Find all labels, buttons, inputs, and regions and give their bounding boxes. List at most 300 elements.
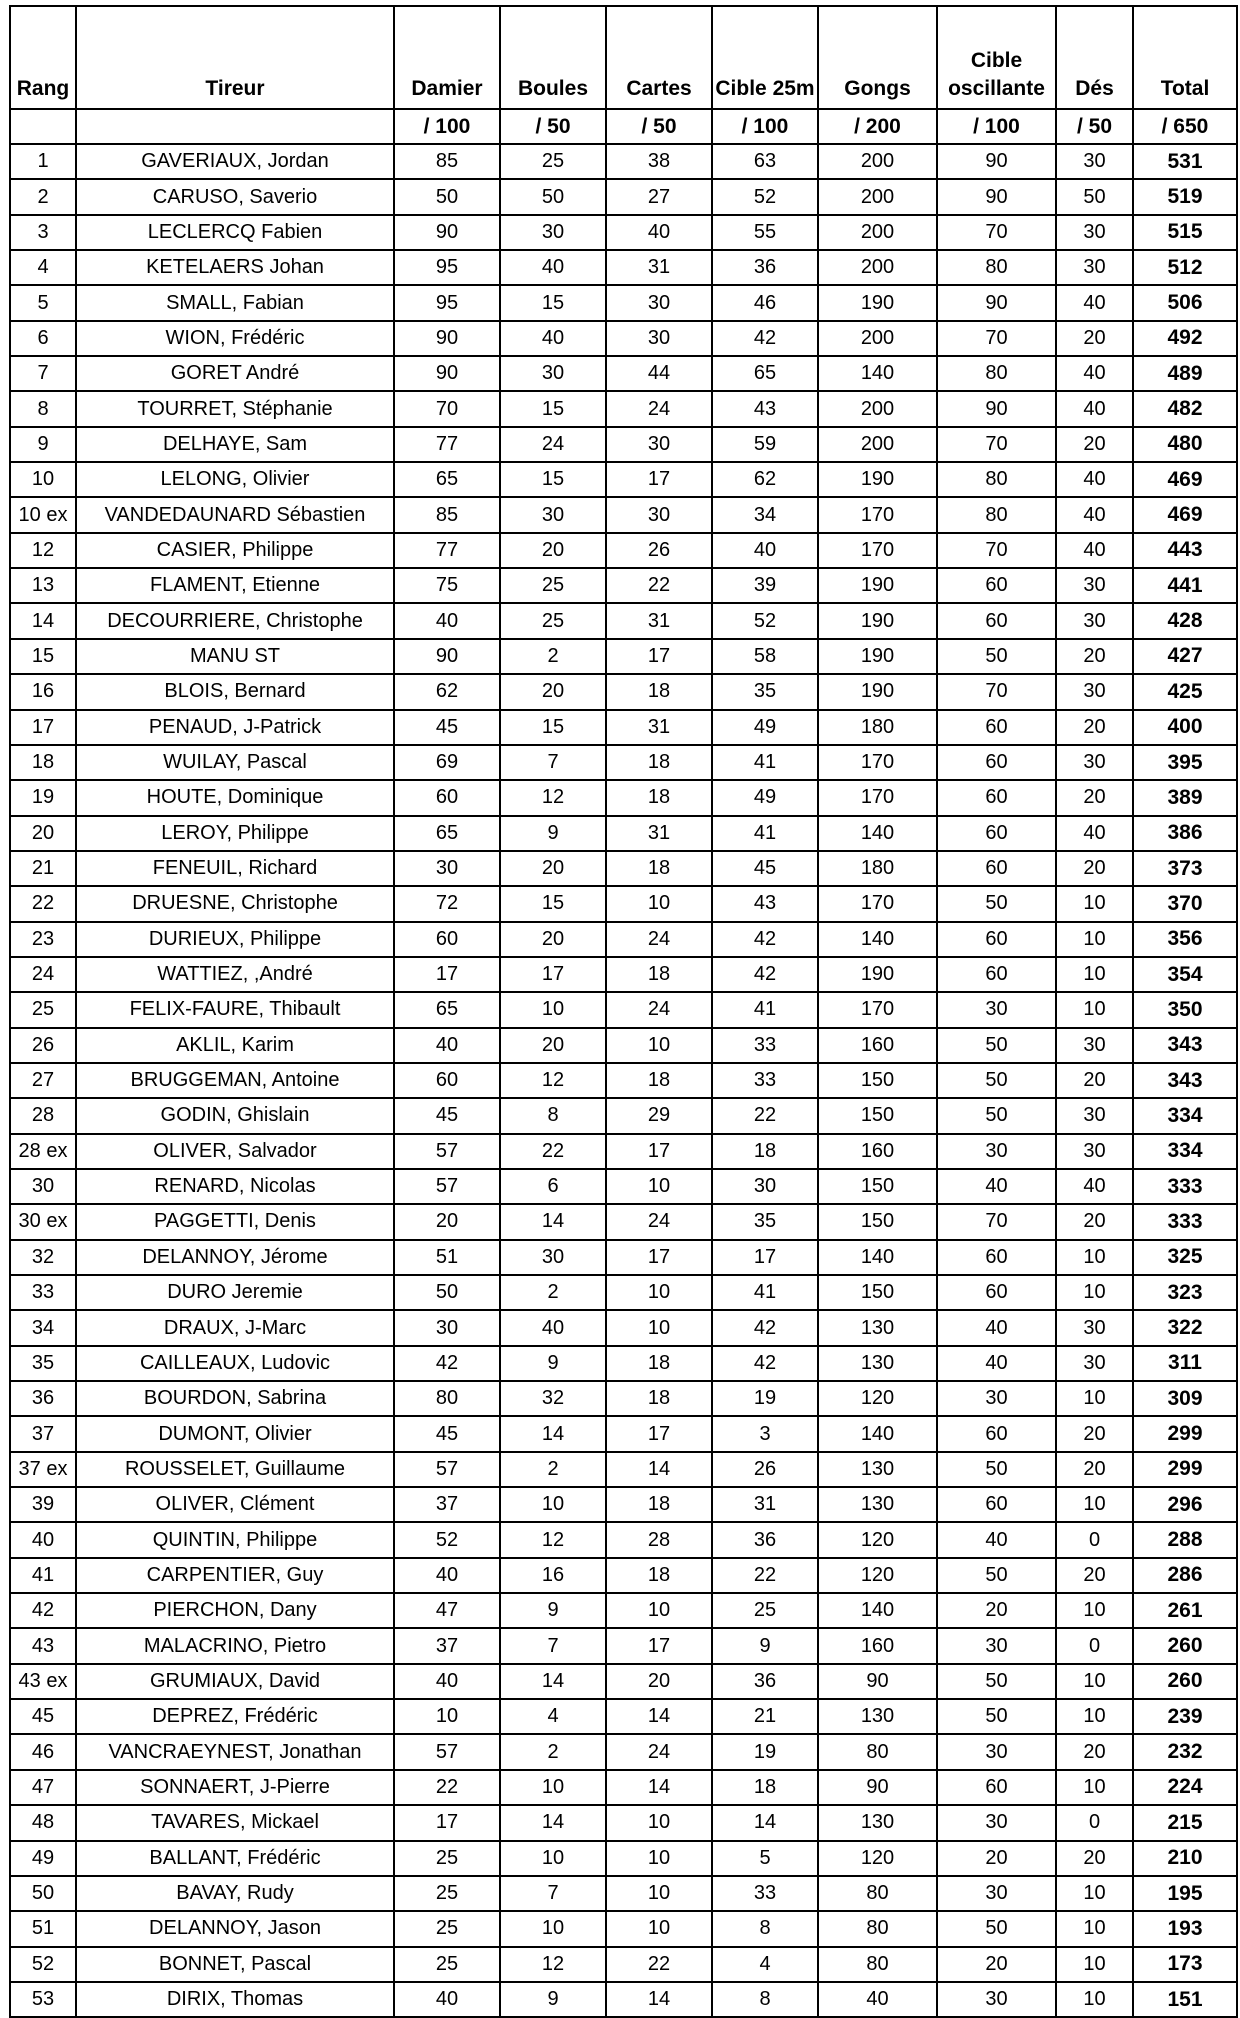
damier-score-cell: 75: [394, 568, 500, 603]
boules-score-cell: 40: [500, 321, 606, 356]
boules-score-cell: 15: [500, 391, 606, 426]
des-score-cell: 10: [1056, 1487, 1133, 1522]
cartes-score-cell: 17: [606, 639, 712, 674]
rank-cell: 12: [10, 533, 76, 568]
cible-oscillante-score-cell: 70: [937, 427, 1056, 462]
results-table: [9, 5, 1238, 2018]
total-score-cell: 441: [1133, 568, 1237, 603]
cible-oscillante-score-cell: 80: [937, 356, 1056, 391]
rank-cell: 13: [10, 568, 76, 603]
gongs-score-cell: 130: [818, 1805, 937, 1840]
column-header-cartes: Cartes: [606, 6, 712, 109]
table-row: [10, 215, 1237, 250]
total-score-cell: 489: [1133, 356, 1237, 391]
rank-cell: 1: [10, 144, 76, 179]
total-score-cell: 515: [1133, 215, 1237, 250]
rank-cell: 10 ex: [10, 497, 76, 532]
rank-cell: 18: [10, 745, 76, 780]
rank-cell: 47: [10, 1770, 76, 1805]
cible-25m-score-cell: 42: [712, 957, 818, 992]
des-score-cell: 40: [1056, 285, 1133, 320]
damier-score-cell: 50: [394, 1275, 500, 1310]
boules-score-cell: 9: [500, 816, 606, 851]
shooter-name-cell: DURO Jeremie: [76, 1275, 394, 1310]
cible-25m-score-cell: 18: [712, 1134, 818, 1169]
table-row: [10, 1876, 1237, 1911]
boules-score-cell: 16: [500, 1558, 606, 1593]
total-score-cell: 506: [1133, 285, 1237, 320]
des-score-cell: 20: [1056, 851, 1133, 886]
cible-25m-score-cell: 33: [712, 1063, 818, 1098]
rank-cell: 53: [10, 1982, 76, 2017]
column-header-total: Total: [1133, 6, 1237, 109]
gongs-score-cell: 120: [818, 1522, 937, 1557]
cible-oscillante-score-cell: 50: [937, 1664, 1056, 1699]
rank-cell: 15: [10, 639, 76, 674]
max-points-des: / 50: [1056, 109, 1133, 144]
rank-cell: 19: [10, 780, 76, 815]
cible-25m-score-cell: 41: [712, 1275, 818, 1310]
shooter-name-cell: MANU ST: [76, 639, 394, 674]
table-row: [10, 745, 1237, 780]
des-score-cell: 20: [1056, 1558, 1133, 1593]
gongs-score-cell: 200: [818, 391, 937, 426]
gongs-score-cell: 80: [818, 1876, 937, 1911]
rank-cell: 32: [10, 1240, 76, 1275]
des-score-cell: 20: [1056, 1416, 1133, 1451]
rank-cell: 28: [10, 1098, 76, 1133]
damier-score-cell: 45: [394, 1416, 500, 1451]
total-score-cell: 370: [1133, 886, 1237, 921]
cible-oscillante-score-cell: 90: [937, 144, 1056, 179]
boules-score-cell: 2: [500, 1452, 606, 1487]
cartes-score-cell: 10: [606, 1169, 712, 1204]
shooter-name-cell: MALACRINO, Pietro: [76, 1628, 394, 1663]
cartes-score-cell: 18: [606, 1558, 712, 1593]
cible-oscillante-score-cell: 20: [937, 1593, 1056, 1628]
table-row: [10, 1841, 1237, 1876]
des-score-cell: 10: [1056, 957, 1133, 992]
shooter-name-cell: KETELAERS Johan: [76, 250, 394, 285]
total-score-cell: 343: [1133, 1063, 1237, 1098]
des-score-cell: 20: [1056, 780, 1133, 815]
rank-cell: 41: [10, 1558, 76, 1593]
rank-cell: 51: [10, 1911, 76, 1946]
shooter-name-cell: BALLANT, Frédéric: [76, 1841, 394, 1876]
damier-score-cell: 65: [394, 816, 500, 851]
total-score-cell: 309: [1133, 1381, 1237, 1416]
des-score-cell: 30: [1056, 215, 1133, 250]
gongs-score-cell: 170: [818, 497, 937, 532]
boules-score-cell: 25: [500, 568, 606, 603]
rank-cell: 16: [10, 674, 76, 709]
cartes-score-cell: 24: [606, 922, 712, 957]
shooter-name-cell: VANDEDAUNARD Sébastien: [76, 497, 394, 532]
gongs-score-cell: 200: [818, 250, 937, 285]
gongs-score-cell: 190: [818, 957, 937, 992]
rank-cell: 34: [10, 1310, 76, 1345]
cible-25m-score-cell: 9: [712, 1628, 818, 1663]
table-row: [10, 1664, 1237, 1699]
total-score-cell: 193: [1133, 1911, 1237, 1946]
gongs-score-cell: 90: [818, 1770, 937, 1805]
cible-25m-score-cell: 19: [712, 1381, 818, 1416]
cible-oscillante-score-cell: 40: [937, 1169, 1056, 1204]
rank-cell: 49: [10, 1841, 76, 1876]
shooter-name-cell: BRUGGEMAN, Antoine: [76, 1063, 394, 1098]
cible-25m-score-cell: 42: [712, 1310, 818, 1345]
cartes-score-cell: 17: [606, 1134, 712, 1169]
cible-25m-score-cell: 36: [712, 1522, 818, 1557]
header-row: [10, 6, 1237, 109]
total-score-cell: 519: [1133, 179, 1237, 214]
gongs-score-cell: 160: [818, 1028, 937, 1063]
damier-score-cell: 30: [394, 851, 500, 886]
cartes-score-cell: 14: [606, 1452, 712, 1487]
boules-score-cell: 15: [500, 462, 606, 497]
des-score-cell: 0: [1056, 1628, 1133, 1663]
cible-25m-score-cell: 42: [712, 1346, 818, 1381]
shooter-name-cell: DRUESNE, Christophe: [76, 886, 394, 921]
boules-score-cell: 7: [500, 1628, 606, 1663]
cible-25m-score-cell: 35: [712, 674, 818, 709]
cible-25m-score-cell: 65: [712, 356, 818, 391]
total-score-cell: 296: [1133, 1487, 1237, 1522]
boules-score-cell: 9: [500, 1982, 606, 2017]
boules-score-cell: 25: [500, 603, 606, 638]
damier-score-cell: 95: [394, 250, 500, 285]
gongs-score-cell: 160: [818, 1628, 937, 1663]
cartes-score-cell: 17: [606, 1416, 712, 1451]
gongs-score-cell: 200: [818, 179, 937, 214]
gongs-score-cell: 200: [818, 144, 937, 179]
shooter-name-cell: RENARD, Nicolas: [76, 1169, 394, 1204]
shooter-name-cell: LECLERCQ Fabien: [76, 215, 394, 250]
gongs-score-cell: 140: [818, 356, 937, 391]
des-score-cell: 40: [1056, 356, 1133, 391]
table-row: [10, 427, 1237, 462]
boules-score-cell: 7: [500, 745, 606, 780]
gongs-score-cell: 190: [818, 568, 937, 603]
des-score-cell: 30: [1056, 1310, 1133, 1345]
boules-score-cell: 8: [500, 1098, 606, 1133]
table-row: [10, 497, 1237, 532]
cartes-score-cell: 14: [606, 1699, 712, 1734]
shooter-name-cell: DIRIX, Thomas: [76, 1982, 394, 2017]
des-score-cell: 0: [1056, 1805, 1133, 1840]
cible-25m-score-cell: 45: [712, 851, 818, 886]
total-score-cell: 389: [1133, 780, 1237, 815]
damier-score-cell: 62: [394, 674, 500, 709]
rank-cell: 33: [10, 1275, 76, 1310]
shooter-name-cell: DELHAYE, Sam: [76, 427, 394, 462]
damier-score-cell: 60: [394, 1063, 500, 1098]
cartes-score-cell: 22: [606, 568, 712, 603]
cible-oscillante-score-cell: 50: [937, 639, 1056, 674]
total-score-cell: 173: [1133, 1947, 1237, 1982]
table-row: [10, 1628, 1237, 1663]
cible-oscillante-score-cell: 30: [937, 1805, 1056, 1840]
gongs-score-cell: 130: [818, 1346, 937, 1381]
total-score-cell: 350: [1133, 992, 1237, 1027]
cible-oscillante-score-cell: 20: [937, 1947, 1056, 1982]
cartes-score-cell: 10: [606, 1593, 712, 1628]
damier-score-cell: 37: [394, 1628, 500, 1663]
cible-25m-score-cell: 21: [712, 1699, 818, 1734]
des-score-cell: 20: [1056, 710, 1133, 745]
max-points-cible-25m: / 100: [712, 109, 818, 144]
boules-score-cell: 7: [500, 1876, 606, 1911]
boules-score-cell: 30: [500, 356, 606, 391]
gongs-score-cell: 190: [818, 462, 937, 497]
table-row: [10, 1134, 1237, 1169]
rank-cell: 9: [10, 427, 76, 462]
cible-oscillante-score-cell: 60: [937, 780, 1056, 815]
des-score-cell: 30: [1056, 1028, 1133, 1063]
gongs-score-cell: 190: [818, 603, 937, 638]
cible-oscillante-score-cell: 40: [937, 1310, 1056, 1345]
cartes-score-cell: 31: [606, 710, 712, 745]
cible-oscillante-score-cell: 60: [937, 922, 1056, 957]
gongs-score-cell: 190: [818, 639, 937, 674]
damier-score-cell: 25: [394, 1876, 500, 1911]
max-points-row: [10, 109, 1237, 144]
des-score-cell: 10: [1056, 1381, 1133, 1416]
gongs-score-cell: 170: [818, 780, 937, 815]
des-score-cell: 10: [1056, 1982, 1133, 2017]
boules-score-cell: 6: [500, 1169, 606, 1204]
total-score-cell: 323: [1133, 1275, 1237, 1310]
table-row: [10, 1416, 1237, 1451]
cible-oscillante-score-cell: 70: [937, 1204, 1056, 1239]
column-header-rang: Rang: [10, 6, 76, 109]
rank-cell: 2: [10, 179, 76, 214]
table-row: [10, 391, 1237, 426]
damier-score-cell: 85: [394, 144, 500, 179]
shooter-name-cell: DEPREZ, Frédéric: [76, 1699, 394, 1734]
cartes-score-cell: 14: [606, 1982, 712, 2017]
gongs-score-cell: 180: [818, 710, 937, 745]
boules-score-cell: 20: [500, 533, 606, 568]
table-row: [10, 462, 1237, 497]
des-score-cell: 20: [1056, 1734, 1133, 1769]
total-score-cell: 427: [1133, 639, 1237, 674]
damier-score-cell: 22: [394, 1770, 500, 1805]
rank-cell: 30 ex: [10, 1204, 76, 1239]
rank-cell: 40: [10, 1522, 76, 1557]
cible-oscillante-score-cell: 30: [937, 992, 1056, 1027]
cible-oscillante-score-cell: 80: [937, 497, 1056, 532]
damier-score-cell: 40: [394, 1028, 500, 1063]
rank-cell: 52: [10, 1947, 76, 1982]
damier-score-cell: 57: [394, 1734, 500, 1769]
damier-score-cell: 90: [394, 639, 500, 674]
damier-score-cell: 52: [394, 1522, 500, 1557]
cartes-score-cell: 24: [606, 992, 712, 1027]
total-score-cell: 210: [1133, 1841, 1237, 1876]
boules-score-cell: 12: [500, 1522, 606, 1557]
rank-cell: 17: [10, 710, 76, 745]
cartes-score-cell: 24: [606, 1204, 712, 1239]
rank-cell: 43: [10, 1628, 76, 1663]
boules-score-cell: 14: [500, 1805, 606, 1840]
cible-25m-score-cell: 58: [712, 639, 818, 674]
cartes-score-cell: 10: [606, 1275, 712, 1310]
boules-score-cell: 15: [500, 710, 606, 745]
cible-25m-score-cell: 17: [712, 1240, 818, 1275]
shooter-name-cell: DUMONT, Olivier: [76, 1416, 394, 1451]
cible-25m-score-cell: 33: [712, 1876, 818, 1911]
column-header-des: Dés: [1056, 6, 1133, 109]
boules-score-cell: 17: [500, 957, 606, 992]
damier-score-cell: 40: [394, 1558, 500, 1593]
cible-oscillante-score-cell: 80: [937, 462, 1056, 497]
cible-oscillante-score-cell: 30: [937, 1734, 1056, 1769]
boules-score-cell: 30: [500, 215, 606, 250]
total-score-cell: 334: [1133, 1098, 1237, 1133]
cible-25m-score-cell: 62: [712, 462, 818, 497]
rank-cell: 6: [10, 321, 76, 356]
damier-score-cell: 72: [394, 886, 500, 921]
shooter-name-cell: DECOURRIERE, Christophe: [76, 603, 394, 638]
rank-cell: 7: [10, 356, 76, 391]
damier-score-cell: 57: [394, 1169, 500, 1204]
cartes-score-cell: 31: [606, 816, 712, 851]
cartes-score-cell: 38: [606, 144, 712, 179]
cible-25m-score-cell: 43: [712, 391, 818, 426]
cible-oscillante-score-cell: 60: [937, 851, 1056, 886]
cible-oscillante-score-cell: 30: [937, 1134, 1056, 1169]
cible-oscillante-score-cell: 40: [937, 1346, 1056, 1381]
cible-25m-score-cell: 42: [712, 922, 818, 957]
table-row: [10, 1169, 1237, 1204]
cible-25m-score-cell: 52: [712, 603, 818, 638]
gongs-score-cell: 140: [818, 922, 937, 957]
des-score-cell: 30: [1056, 674, 1133, 709]
cartes-score-cell: 44: [606, 356, 712, 391]
cartes-score-cell: 18: [606, 674, 712, 709]
damier-score-cell: 65: [394, 992, 500, 1027]
total-score-cell: 288: [1133, 1522, 1237, 1557]
max-points-damier: / 100: [394, 109, 500, 144]
total-score-cell: 469: [1133, 497, 1237, 532]
cible-oscillante-score-cell: 50: [937, 886, 1056, 921]
des-score-cell: 20: [1056, 321, 1133, 356]
rank-cell: 42: [10, 1593, 76, 1628]
shooter-name-cell: PENAUD, J-Patrick: [76, 710, 394, 745]
shooter-name-cell: TAVARES, Mickael: [76, 1805, 394, 1840]
cartes-score-cell: 14: [606, 1770, 712, 1805]
gongs-score-cell: 200: [818, 215, 937, 250]
shooter-name-cell: SONNAERT, J-Pierre: [76, 1770, 394, 1805]
cible-25m-score-cell: 52: [712, 179, 818, 214]
boules-score-cell: 32: [500, 1381, 606, 1416]
damier-score-cell: 47: [394, 1593, 500, 1628]
cible-oscillante-score-cell: 20: [937, 1841, 1056, 1876]
cible-25m-score-cell: 43: [712, 886, 818, 921]
gongs-score-cell: 140: [818, 816, 937, 851]
cartes-score-cell: 29: [606, 1098, 712, 1133]
cible-25m-score-cell: 41: [712, 992, 818, 1027]
total-score-cell: 195: [1133, 1876, 1237, 1911]
shooter-name-cell: FENEUIL, Richard: [76, 851, 394, 886]
des-score-cell: 10: [1056, 1947, 1133, 1982]
gongs-score-cell: 190: [818, 285, 937, 320]
shooter-name-cell: GAVERIAUX, Jordan: [76, 144, 394, 179]
table-row: [10, 321, 1237, 356]
boules-score-cell: 30: [500, 1240, 606, 1275]
des-score-cell: 20: [1056, 639, 1133, 674]
cible-oscillante-score-cell: 50: [937, 1699, 1056, 1734]
table-row: [10, 1240, 1237, 1275]
damier-score-cell: 60: [394, 922, 500, 957]
rank-cell: 48: [10, 1805, 76, 1840]
boules-score-cell: 14: [500, 1664, 606, 1699]
des-score-cell: 50: [1056, 179, 1133, 214]
cible-25m-score-cell: 59: [712, 427, 818, 462]
boules-score-cell: 14: [500, 1416, 606, 1451]
damier-score-cell: 25: [394, 1911, 500, 1946]
cartes-score-cell: 18: [606, 851, 712, 886]
boules-score-cell: 20: [500, 1028, 606, 1063]
table-row: [10, 1310, 1237, 1345]
des-score-cell: 30: [1056, 1098, 1133, 1133]
cible-oscillante-score-cell: 70: [937, 674, 1056, 709]
des-score-cell: 10: [1056, 1593, 1133, 1628]
cible-25m-score-cell: 8: [712, 1982, 818, 2017]
cible-oscillante-score-cell: 30: [937, 1876, 1056, 1911]
cible-oscillante-score-cell: 50: [937, 1098, 1056, 1133]
cartes-score-cell: 17: [606, 462, 712, 497]
table-row: [10, 144, 1237, 179]
damier-score-cell: 40: [394, 603, 500, 638]
des-score-cell: 40: [1056, 497, 1133, 532]
total-score-cell: 239: [1133, 1699, 1237, 1734]
boules-score-cell: 12: [500, 1947, 606, 1982]
boules-score-cell: 10: [500, 1770, 606, 1805]
boules-score-cell: 9: [500, 1346, 606, 1381]
table-row: [10, 179, 1237, 214]
table-row: [10, 1204, 1237, 1239]
table-body: [10, 144, 1237, 2017]
total-score-cell: 343: [1133, 1028, 1237, 1063]
des-score-cell: 30: [1056, 1346, 1133, 1381]
cible-oscillante-score-cell: 40: [937, 1522, 1056, 1557]
boules-score-cell: 12: [500, 780, 606, 815]
gongs-score-cell: 130: [818, 1487, 937, 1522]
des-score-cell: 0: [1056, 1522, 1133, 1557]
total-score-cell: 395: [1133, 745, 1237, 780]
boules-score-cell: 9: [500, 1593, 606, 1628]
column-header-gongs: Gongs: [818, 6, 937, 109]
shooter-name-cell: BOURDON, Sabrina: [76, 1381, 394, 1416]
table-row: [10, 1063, 1237, 1098]
table-row: [10, 1734, 1237, 1769]
total-score-cell: 386: [1133, 816, 1237, 851]
des-score-cell: 30: [1056, 144, 1133, 179]
gongs-score-cell: 170: [818, 992, 937, 1027]
total-score-cell: 311: [1133, 1346, 1237, 1381]
cible-oscillante-score-cell: 60: [937, 1240, 1056, 1275]
cible-oscillante-score-cell: 90: [937, 179, 1056, 214]
cartes-score-cell: 40: [606, 215, 712, 250]
cible-oscillante-score-cell: 30: [937, 1381, 1056, 1416]
boules-score-cell: 15: [500, 886, 606, 921]
damier-score-cell: 90: [394, 356, 500, 391]
table-row: [10, 1098, 1237, 1133]
table-row: [10, 250, 1237, 285]
max-points-total: / 650: [1133, 109, 1237, 144]
